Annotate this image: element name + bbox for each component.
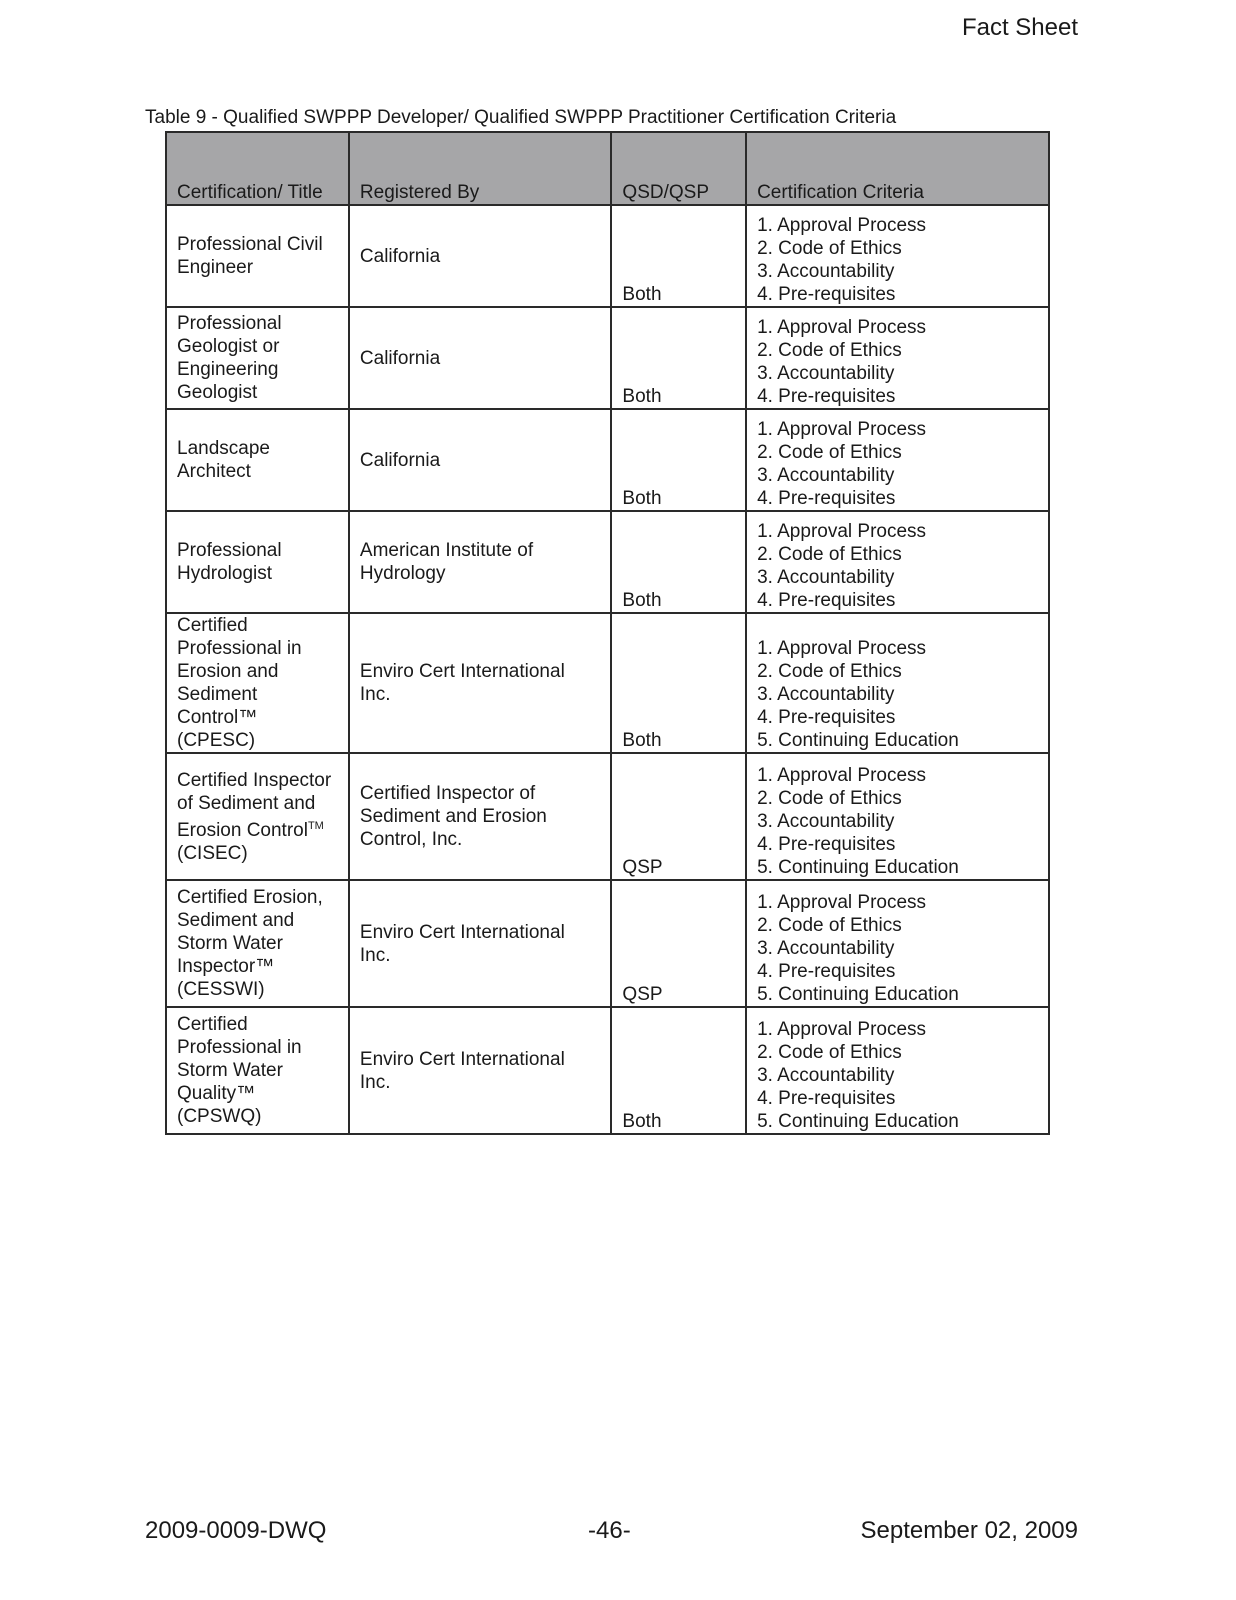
criteria-item: [757, 1064, 1038, 1087]
certification-title-line: [177, 358, 338, 381]
qsd-qsp-cell: Both: [611, 205, 746, 307]
criteria-item-text: 1. Approval Process: [757, 419, 927, 440]
certification-title-line-text: Landscape: [177, 438, 270, 459]
certification-title-cell: [166, 307, 349, 409]
certification-title-line: [177, 1036, 338, 1059]
table-row: [166, 880, 1049, 1007]
certification-criteria-cell: [746, 409, 1049, 511]
criteria-item: [757, 1041, 1038, 1064]
registered-by-line-text: Enviro Cert International: [359, 921, 565, 943]
table-row: [166, 307, 1049, 409]
certification-title-line-text: Inspector™: [177, 956, 275, 977]
table-header-row: [166, 132, 1049, 205]
certification-title-line: [177, 460, 338, 483]
registered-by-line-text: Enviro Cert International: [359, 661, 565, 682]
certification-title-line: [177, 233, 338, 256]
certification-title-line-text: Erosion Control: [177, 819, 308, 841]
certification-title-line-text: Storm Water: [177, 933, 283, 954]
criteria-item-text: 1. Approval Process: [757, 215, 927, 236]
certification-criteria-cell: [746, 307, 1049, 409]
criteria-item-text: 3. Accountability: [757, 684, 895, 705]
certification-title-line: [177, 978, 338, 1001]
criteria-item-text: 4. Pre-requisites: [757, 961, 896, 982]
registered-by-line-text: Inc.: [359, 944, 391, 966]
certification-title-line: [177, 381, 338, 404]
criteria-item-text: 5. Continuing Education: [757, 1111, 959, 1132]
certification-title-line-text: Architect: [177, 461, 251, 482]
criteria-item: [757, 589, 1038, 612]
criteria-item: [757, 237, 1038, 260]
certification-title-line: [177, 886, 338, 909]
registered-by-cell: [349, 753, 612, 880]
certification-title-line-text: Professional in: [177, 638, 302, 659]
criteria-item: [757, 214, 1038, 237]
criteria-item: [757, 441, 1038, 464]
certification-title-line-text: Professional Civil: [177, 234, 323, 255]
certification-title-line: [177, 256, 338, 279]
criteria-item: [757, 787, 1038, 810]
criteria-item: [757, 960, 1038, 983]
certification-title-line-text: Erosion and: [177, 661, 279, 682]
certification-title-line-text: Engineering: [177, 359, 279, 380]
certification-title-line-text: (CPESC): [177, 730, 256, 751]
certification-title-line-text: Sediment: [177, 684, 258, 705]
qsd-qsp-cell: Both: [611, 307, 746, 409]
certification-title-line-text: Storm Water: [177, 1060, 283, 1081]
certification-title-line: [177, 539, 338, 562]
criteria-item-text: 4. Pre-requisites: [757, 284, 896, 305]
certification-title-line: [177, 1059, 338, 1082]
certification-title-line-text: (CESSWI): [177, 979, 265, 1000]
registered-by-cell: [349, 880, 612, 1007]
criteria-item: [757, 937, 1038, 960]
certification-title-cell: [166, 205, 349, 307]
registered-by-cell: [349, 307, 612, 409]
registered-by-line-text: Inc.: [359, 1071, 391, 1093]
registered-by-line-text: Certified Inspector of: [359, 783, 536, 804]
criteria-item-text: 2. Code of Ethics: [757, 661, 902, 682]
criteria-item: [757, 983, 1038, 1006]
registered-by-line-text: American Institute of: [359, 540, 534, 561]
certification-title-line-text: Professional in: [177, 1037, 302, 1058]
certification-title-line: [177, 729, 338, 752]
certification-criteria-cell: [746, 511, 1049, 613]
criteria-item-text: 2. Code of Ethics: [757, 442, 902, 463]
criteria-item: [757, 260, 1038, 283]
registered-by-line: [360, 660, 601, 683]
table-caption: Table 9 - Qualified SWPPP Developer/ Qualified SWPPP Practitioner Certification Criteria: [145, 107, 897, 128]
criteria-item: [757, 283, 1038, 306]
registered-by-line: [360, 245, 601, 268]
criteria-item-text: 4. Pre-requisites: [757, 1088, 896, 1109]
table-body: [166, 205, 1049, 1134]
criteria-item: [757, 1087, 1038, 1110]
criteria-item-text: 2. Code of Ethics: [757, 340, 902, 361]
certification-title-cell: [166, 409, 349, 511]
registered-by-line: [360, 683, 601, 706]
table-row: [166, 409, 1049, 511]
certification-criteria-table: [165, 131, 1050, 1135]
criteria-item: [757, 683, 1038, 706]
criteria-item-text: 4. Pre-requisites: [757, 488, 896, 509]
column-header-registered-by: Registered By: [349, 132, 612, 205]
certification-title-line: [177, 955, 338, 978]
criteria-item: [757, 418, 1038, 441]
certification-title-line-text: Certified: [177, 615, 248, 636]
registered-by-cell: [349, 205, 612, 307]
certification-title-line: [177, 932, 338, 955]
certification-title-cell: [166, 613, 349, 753]
certification-title-line-text: Certified: [177, 1014, 248, 1035]
registered-by-cell: [349, 613, 612, 753]
registered-by-line-text: California: [359, 347, 441, 369]
registered-by-line-text: Enviro Cert International: [359, 1048, 565, 1070]
table-row: [166, 1007, 1049, 1134]
criteria-item-text: 1. Approval Process: [757, 892, 927, 913]
registered-by-line-text: Inc.: [359, 684, 391, 705]
certification-criteria-cell: [746, 1007, 1049, 1134]
qsd-qsp-cell: QSP: [611, 753, 746, 880]
certification-title-cell: [166, 511, 349, 613]
certification-title-line-text: (CPSWQ): [177, 1106, 262, 1127]
criteria-item-text: 1. Approval Process: [757, 1019, 927, 1040]
table-row: [166, 753, 1049, 880]
criteria-item: [757, 520, 1038, 543]
registered-by-line: [360, 921, 601, 944]
certification-criteria-cell: [746, 613, 1049, 753]
criteria-item-text: 4. Pre-requisites: [757, 834, 896, 855]
criteria-item: [757, 1018, 1038, 1041]
registered-by-line-text: California: [359, 449, 441, 471]
criteria-item-text: 3. Accountability: [757, 261, 895, 282]
criteria-item: [757, 637, 1038, 660]
criteria-item: [757, 706, 1038, 729]
certification-title-line: [177, 637, 338, 660]
criteria-item-text: 2. Code of Ethics: [757, 544, 902, 565]
certification-title-line: [177, 683, 338, 706]
criteria-item: [757, 339, 1038, 362]
trademark-mark: TM: [307, 819, 324, 832]
certification-title-line: [177, 792, 338, 815]
document-date: September 02, 2009: [860, 1517, 1078, 1544]
certification-title-line: [177, 1082, 338, 1105]
certification-title-line-text: Sediment and: [177, 910, 295, 931]
criteria-item-text: 3. Accountability: [757, 811, 895, 832]
criteria-item: [757, 487, 1038, 510]
certification-title-line-text: Geologist or: [177, 336, 280, 357]
registered-by-line-text: Control, Inc.: [359, 829, 463, 850]
criteria-item-text: 2. Code of Ethics: [757, 1042, 902, 1063]
criteria-item: [757, 764, 1038, 787]
criteria-item-text: 1. Approval Process: [757, 317, 927, 338]
registered-by-line: [360, 944, 601, 967]
criteria-item: [757, 1110, 1038, 1133]
criteria-item-text: 3. Accountability: [757, 465, 895, 486]
certification-title-line: [177, 614, 338, 637]
certification-title-line: [177, 706, 338, 729]
certification-title-line: [177, 562, 338, 585]
certification-title-line-text: Control™: [177, 707, 258, 728]
criteria-item-text: 2. Code of Ethics: [757, 915, 902, 936]
certification-criteria-cell: [746, 880, 1049, 1007]
registered-by-line-text: Hydrology: [359, 563, 446, 584]
registered-by-line: [360, 1071, 601, 1094]
registered-by-line: [360, 805, 601, 828]
criteria-item-text: 5. Continuing Education: [757, 857, 959, 878]
certification-title-cell: [166, 880, 349, 1007]
criteria-item: [757, 385, 1038, 408]
certification-title-line: [177, 909, 338, 932]
criteria-item: [757, 566, 1038, 589]
criteria-item: [757, 660, 1038, 683]
certification-title-line-text: of Sediment and: [177, 792, 316, 814]
criteria-item-text: 1. Approval Process: [757, 521, 927, 542]
certification-title-line: [177, 815, 338, 842]
registered-by-line: [360, 1048, 601, 1071]
registered-by-line: [360, 828, 601, 851]
certification-criteria-cell: [746, 753, 1049, 880]
registered-by-cell: [349, 409, 612, 511]
registered-by-line-text: Sediment and Erosion: [359, 806, 547, 827]
certification-title-cell: [166, 753, 349, 880]
certification-title-line-text: Certified Inspector: [177, 769, 332, 791]
criteria-item: [757, 833, 1038, 856]
criteria-item: [757, 362, 1038, 385]
criteria-item: [757, 729, 1038, 752]
registered-by-line: [360, 782, 601, 805]
page-number: -46-: [588, 1517, 631, 1544]
criteria-item-text: 5. Continuing Education: [757, 730, 959, 751]
criteria-item-text: 1. Approval Process: [757, 638, 927, 659]
certification-criteria-cell: [746, 205, 1049, 307]
certification-title-line: [177, 842, 338, 865]
certification-title-line-text: Geologist: [177, 382, 258, 403]
criteria-item: [757, 856, 1038, 879]
document-number: 2009-0009-DWQ: [145, 1517, 327, 1544]
registered-by-cell: [349, 1007, 612, 1134]
criteria-item-text: 4. Pre-requisites: [757, 386, 896, 407]
column-header-certification-criteria: Certification Criteria: [746, 132, 1049, 205]
certification-title-line-text: Certified Erosion,: [177, 887, 323, 908]
criteria-item-text: 2. Code of Ethics: [757, 238, 902, 259]
registered-by-line: [360, 347, 601, 370]
qsd-qsp-cell: QSP: [611, 880, 746, 1007]
qsd-qsp-cell: Both: [611, 409, 746, 511]
qsd-qsp-cell: Both: [611, 511, 746, 613]
criteria-item: [757, 914, 1038, 937]
criteria-item-text: 3. Accountability: [757, 938, 895, 959]
column-header-qsd-qsp: QSD/QSP: [611, 132, 746, 205]
criteria-item-text: 4. Pre-requisites: [757, 590, 896, 611]
registered-by-line: [360, 562, 601, 585]
running-header: Fact Sheet: [961, 14, 1078, 41]
criteria-item: [757, 810, 1038, 833]
criteria-item-text: 4. Pre-requisites: [757, 707, 896, 728]
criteria-item: [757, 891, 1038, 914]
certification-title-line: [177, 1105, 338, 1128]
certification-title-line-text: Professional: [177, 540, 282, 561]
criteria-item: [757, 316, 1038, 339]
table-row: [166, 511, 1049, 613]
table-row: [166, 205, 1049, 307]
certification-title-line: [177, 660, 338, 683]
registered-by-cell: [349, 511, 612, 613]
table-row: [166, 613, 1049, 753]
certification-title-line-text: Quality™: [177, 1083, 256, 1104]
qsd-qsp-cell: Both: [611, 613, 746, 753]
criteria-item-text: 5. Continuing Education: [757, 984, 959, 1005]
certification-title-line: [177, 312, 338, 335]
certification-title-line-text: Professional: [177, 313, 282, 334]
criteria-item-text: 3. Accountability: [757, 1065, 895, 1086]
certification-title-line: [177, 335, 338, 358]
criteria-item: [757, 543, 1038, 566]
registered-by-line: [360, 449, 601, 472]
certification-title-line: [177, 1013, 338, 1036]
column-header-certification-title: Certification/ Title: [166, 132, 349, 205]
criteria-item-text: 2. Code of Ethics: [757, 788, 902, 809]
certification-title-line-text: Engineer: [177, 257, 254, 278]
certification-title-cell: [166, 1007, 349, 1134]
certification-title-line: [177, 437, 338, 460]
criteria-item-text: 1. Approval Process: [757, 765, 927, 786]
criteria-item: [757, 464, 1038, 487]
certification-title-line-text: Hydrologist: [177, 563, 273, 584]
qsd-qsp-cell: Both: [611, 1007, 746, 1134]
certification-title-line-text: (CISEC): [177, 842, 248, 864]
criteria-item-text: 3. Accountability: [757, 363, 895, 384]
registered-by-line: [360, 539, 601, 562]
registered-by-line-text: California: [359, 245, 441, 267]
criteria-item-text: 3. Accountability: [757, 567, 895, 588]
certification-title-line: [177, 769, 338, 792]
